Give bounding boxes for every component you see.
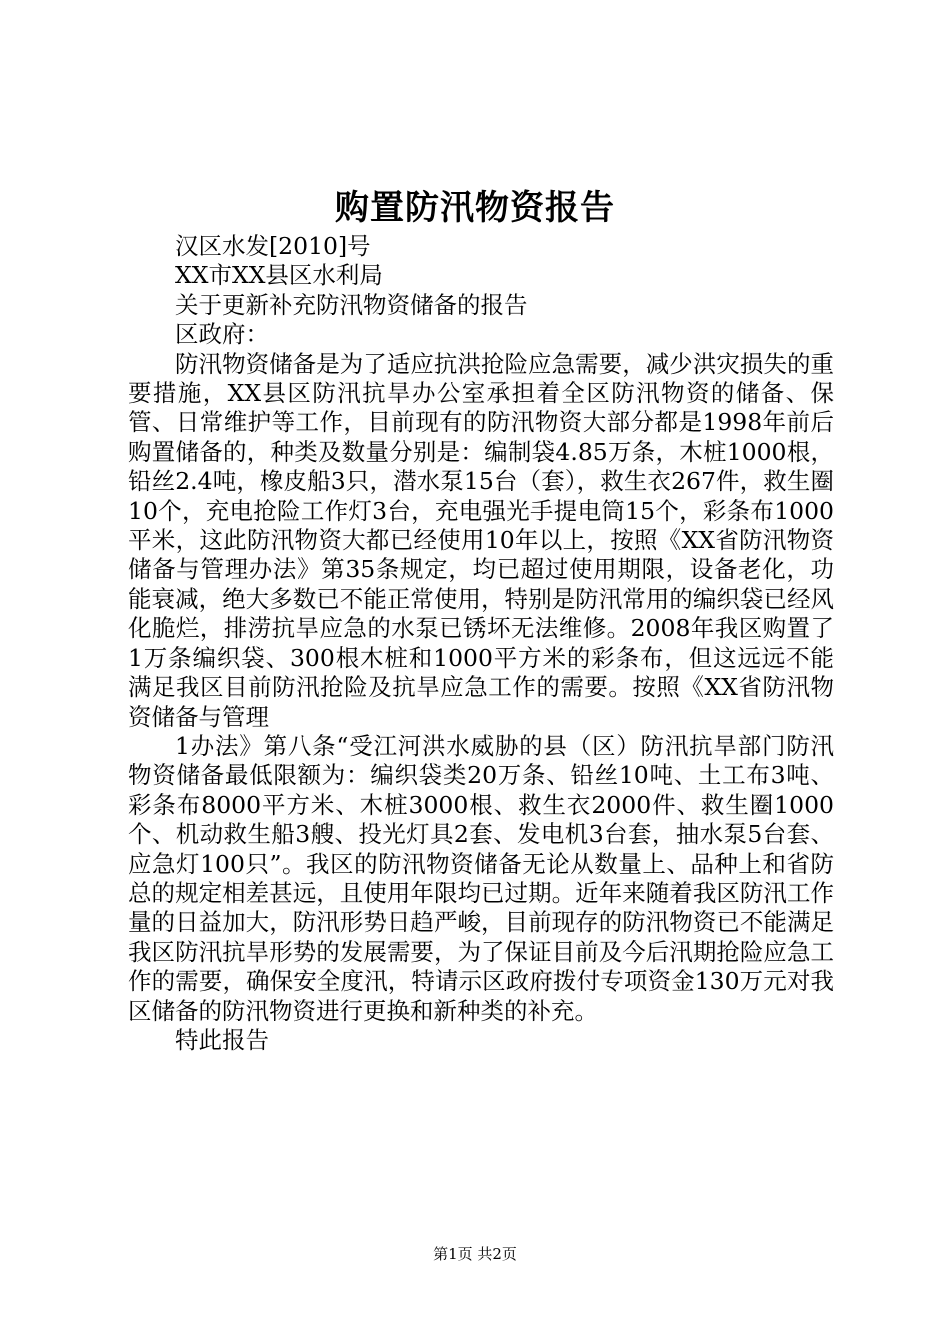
document-title: 购置防汛物资报告: [335, 188, 615, 228]
document-number: 汉区水发[2010]号: [175, 232, 371, 260]
document-body: [128, 232, 834, 1055]
page-footer: 第1页 共2页: [433, 1245, 517, 1263]
report-subject: 关于更新补充防汛物资储备的报告: [175, 290, 528, 319]
closing-line: 特此报告: [175, 1025, 269, 1054]
body-paragraph: 防汛物资储备是为了适应抗洪抢险应急需要，减少洪灾损失的重要措施，XX县区防汛抗旱办公室承担着全区防汛物资的储备、保管、日常维护等工作，目前现有的防汛物资大部分都是1998年前后购置储备的，种类及数量分别是：编制袋4.85万条，木桩1000根，铅丝2.4吨，橡皮船3只，潜水泵15台（套），救生衣267件，救生圈10个，充电抢险工作灯3台，充电强光手提电筒15个，彩条布1000平米，这此防汛物资大都已经使用10年以上，按照《XX省防汛物资储备与管理办法》第35条规定，均已超过使用期限，设备老化，功能衰减，绝大多数已不能正常使用，特别是防汛常用的编织袋已经风化脆烂，排涝抗旱应急的水泵已锈坏无法维修。2008年我区购置了1万条编织袋、300根木桩和1000平方米的彩条布，但这远远不能满足我区目前防汛抢险及抗旱应急工作的需要。按照《XX省防汛物资储备与管理: [128, 349, 834, 731]
issuing-authority: XX市XX县区水利局: [175, 261, 383, 290]
addressee: 区政府：: [175, 320, 269, 349]
body-paragraph: 1办法》第八条“受江河洪水威胁的县（区）防汛抗旱部门防汛物资储备最低限额为：编织袋类20万条、铅丝10吨、土工布3吨、彩条布8000平方米、木桩3000根、救生衣2000件、救生圈1000个、机动救生船3艘、投光灯具2套、发电机3台套，抽水泵5台套、应急灯100只”。我区的防汛物资储备无论从数量上、品种上和省防总的规定相差甚远，且使用年限均已过期。近年来随着我区防汛工作量的日益加大，防汛形势日趋严峻，目前现存的防汛物资已不能满足我区防汛抗旱形势的发展需要，为了保证目前及今后汛期抢险应急工作的需要，确保安全度汛，特请示区政府拨付专项资金130万元对我区储备的防汛物资进行更换和新种类的补充。: [128, 731, 834, 1025]
